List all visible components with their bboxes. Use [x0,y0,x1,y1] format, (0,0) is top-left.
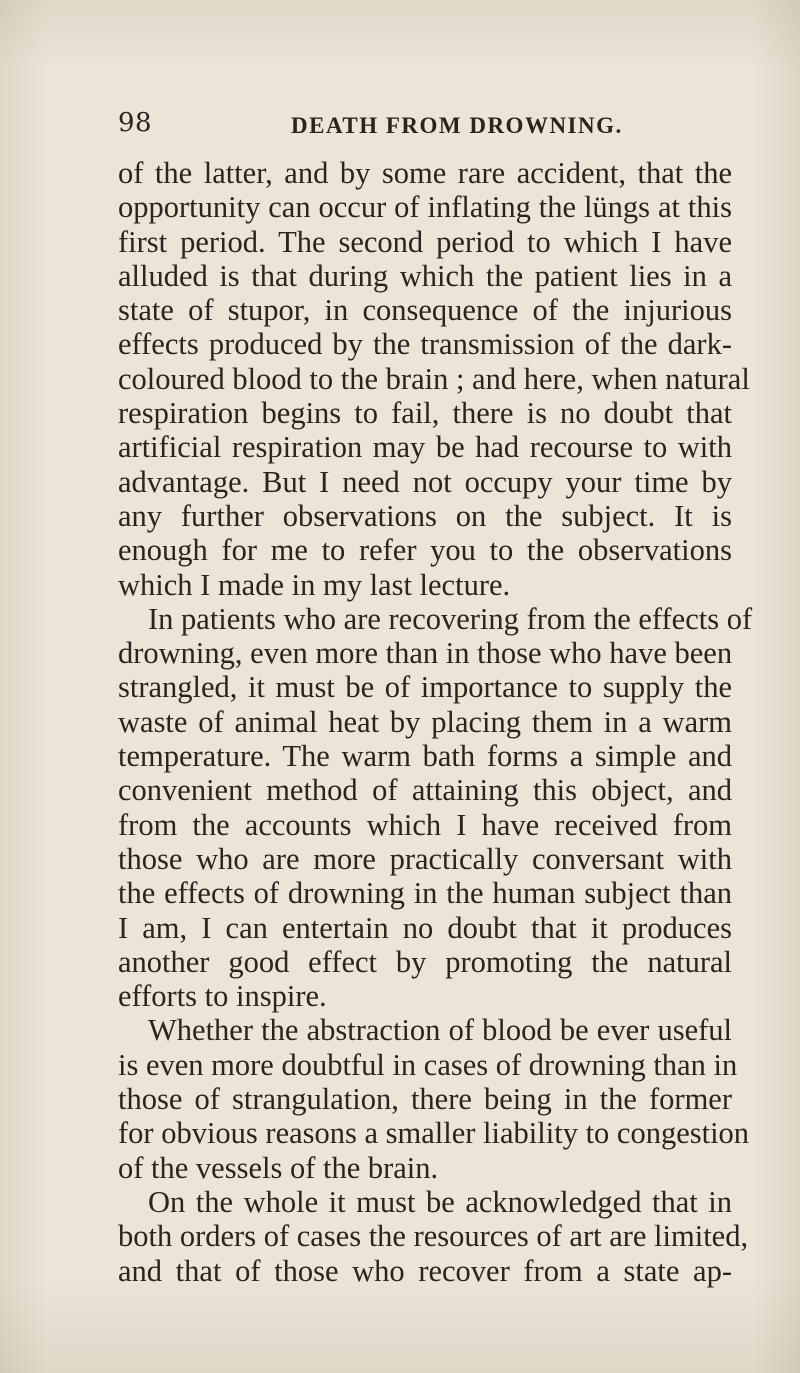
text-line: of the vessels of the brain. [118,1150,439,1185]
text-line: is even more doubtful in cases of drowning than in [118,1047,738,1082]
running-head: DEATH FROM DROWNING. [291,113,623,138]
text-line: efforts to inspire. [118,979,327,1014]
text-line: first period. The second period to which I have [118,224,732,259]
text-line: drowning, even more than in those who have been [118,636,733,671]
text-line: In patients who are recovering from the effects of [148,601,753,636]
text-line: waste of animal heat by placing them in a warm [118,704,732,739]
page-number: 98 [118,108,153,138]
text-line: I am, I can entertain no doubt that it produces [118,910,732,945]
text-line: Whether the abstraction of blood be ever useful [148,1013,732,1048]
text-line: state of stupor, in consequence of the injurious [118,293,732,328]
page-header [118,108,678,144]
text-line: for obvious reasons a smaller liability to congestion [118,1116,750,1151]
text-line: alluded is that during which the patient lies in a [118,258,732,293]
text-line: advantage. But I need not occupy your time by [118,464,732,499]
text-line: those of strangulation, there being in the former [118,1082,732,1117]
text-line: On the whole it must be acknowledged that in [148,1184,732,1219]
text-line: the effects of drowning in the human subject than [118,876,732,911]
text-line: both orders of cases the resources of art are limited, [118,1219,749,1254]
text-line: any further observations on the subject. It is [118,498,732,533]
text-line: convenient method of attaining this object, and [118,773,732,808]
text-line: and that of those who recover from a state ap- [118,1253,732,1288]
text-line: another good effect by promoting the natural [118,944,732,979]
text-line: coloured blood to the brain ; and here, when natural [118,361,750,396]
text-line: respiration begins to fail, there is no doubt that [118,396,732,431]
text-line: from the accounts which I have received from [118,807,732,842]
text-line: of the latter, and by some rare accident, that the [118,156,732,190]
text-line: artificial respiration may be had recourse to with [118,430,732,465]
text-line: which I made in my last lecture. [118,567,511,602]
body-text [118,156,753,1288]
text-line: strangled, it must be of importance to supply the [118,670,732,705]
text-line: opportunity can occur of inflating the lüngs at this [118,190,732,225]
text-line: temperature. The warm bath forms a simple and [118,739,732,774]
text-line: effects produced by the transmission of the dark- [118,327,732,362]
text-line: enough for me to refer you to the observations [118,533,732,568]
text-line: those who are more practically conversant with [118,841,732,876]
